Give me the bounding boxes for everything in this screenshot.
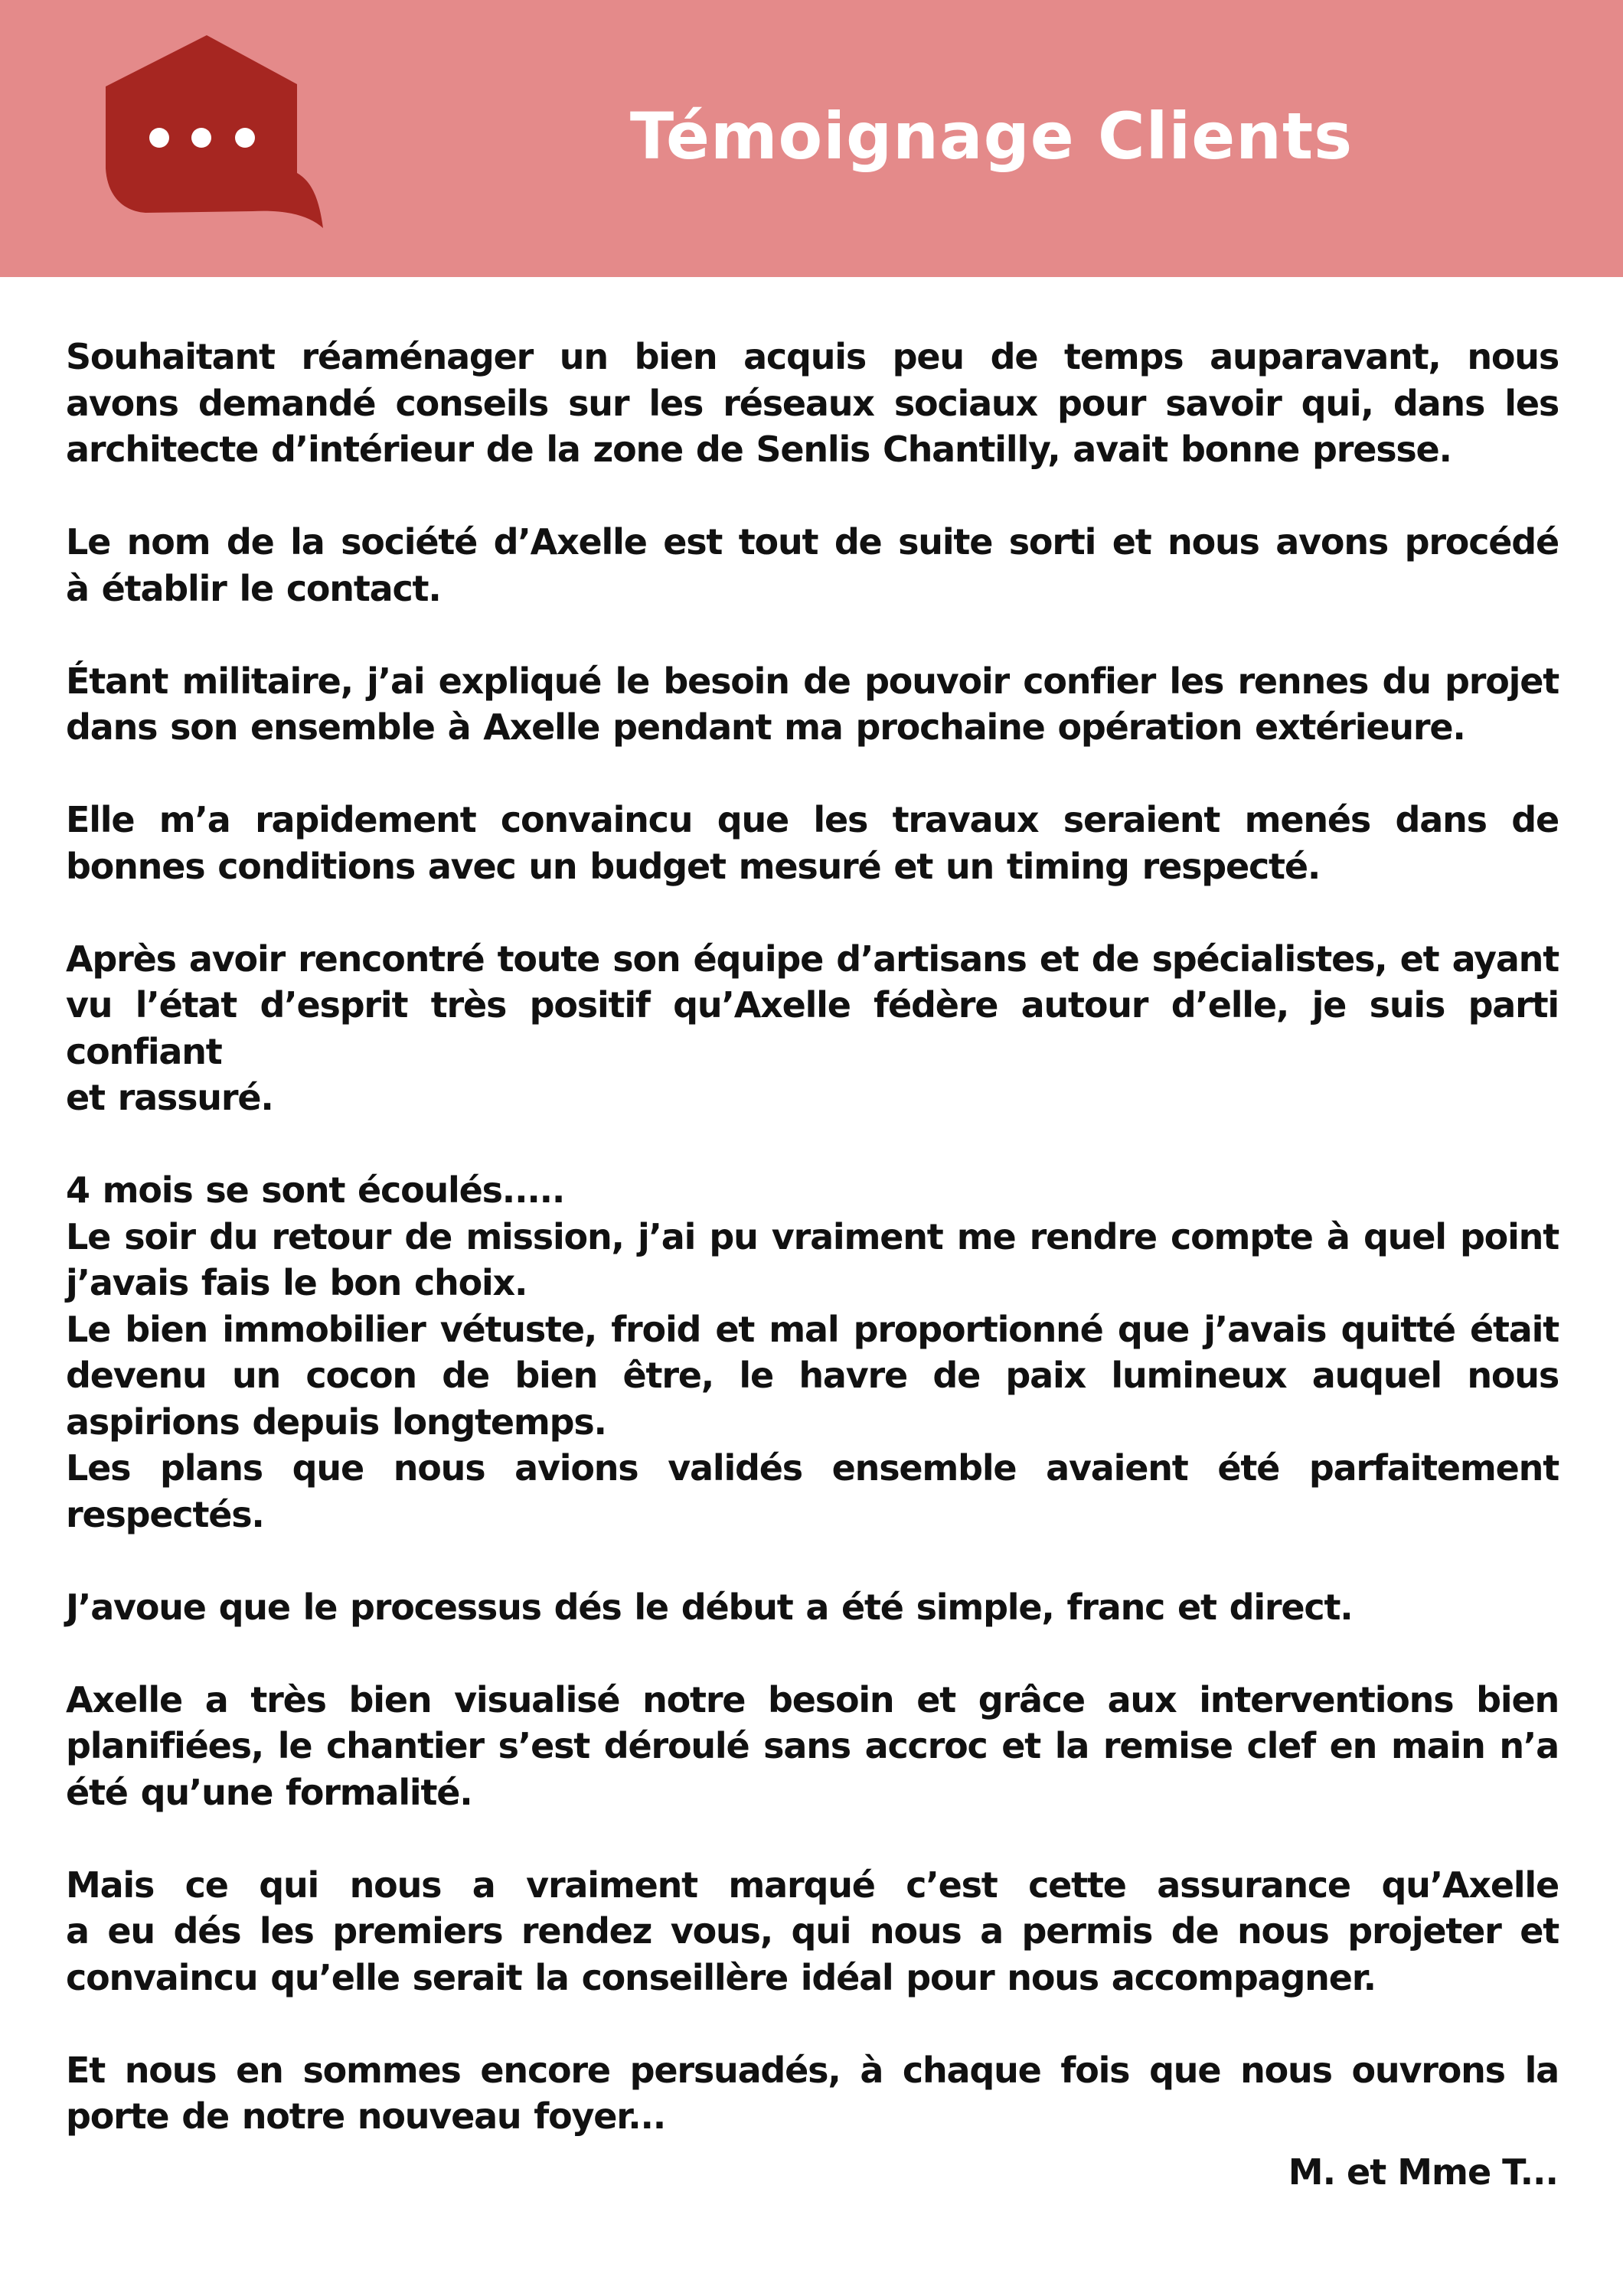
paragraph-line: avons demandé conseils sur les réseaux sociaux pour savoir qui, dans les — [66, 382, 1559, 424]
testimonial-paragraph — [66, 519, 1559, 612]
paragraph-line: Elle m’a rapidement convaincu que les travaux seraient menés dans de — [66, 799, 1559, 840]
paragraph-line: Le bien immobilier vétuste, froid et mal proportionné que j’avais quitté était — [66, 1308, 1559, 1350]
testimonial-paragraph — [66, 1167, 1559, 1538]
paragraph-line: Après avoir rencontré toute son équipe d’artisans et de spécialistes, et ayant — [66, 938, 1559, 980]
paragraph-line: Et nous en sommes encore persuadés, à chaque fois que nous ouvrons la — [66, 2049, 1559, 2091]
paragraph-line: devenu un cocon de bien être, le havre de paix lumineux auquel nous — [66, 1355, 1559, 1396]
paragraph-line: aspirions depuis longtemps. — [66, 1401, 606, 1443]
page-title: Témoignage Clients — [629, 99, 1354, 174]
paragraph-line: planifiées, le chantier s’est déroulé sans accroc et la remise clef en main n’a — [66, 1725, 1559, 1766]
header-banner — [0, 0, 1623, 277]
paragraph-line: j’avais fais le bon choix. — [66, 1262, 527, 1303]
paragraph-line: porte de notre nouveau foyer... — [66, 2095, 666, 2137]
testimonial-paragraph — [66, 658, 1559, 751]
testimonial-paragraph — [66, 797, 1559, 889]
paragraph-line: été qu’une formalité. — [66, 1771, 472, 1813]
paragraph-line: bonnes conditions avec un budget mesuré et un timing respecté. — [66, 845, 1321, 887]
testimonial-paragraph — [66, 1584, 1559, 1631]
paragraph-line: Les plans que nous avions validés ensemble avaient été parfaitement — [66, 1447, 1559, 1489]
paragraph-line: Le nom de la société d’Axelle est tout de suite sorti et nous avons procédé — [66, 521, 1559, 563]
paragraph-line: Le soir du retour de mission, j’ai pu vraiment me rendre compte à quel point — [66, 1215, 1559, 1257]
testimonial-paragraph — [66, 2047, 1559, 2140]
paragraph-line: a eu dés les premiers rendez vous, qui nous a permis de nous projeter et — [66, 1910, 1559, 1952]
paragraph-line: Mais ce qui nous a vraiment marqué c’est cette assurance qu’Axelle — [66, 1864, 1559, 1906]
testimonial-paragraph — [66, 936, 1559, 1121]
paragraph-line: Souhaitant réaménager un bien acquis peu de temps auparavant, nous — [66, 336, 1559, 377]
testimonial-signature: M. et Mme T... — [1288, 2151, 1558, 2193]
paragraph-line: à établir le contact. — [66, 567, 441, 609]
paragraph-line: architecte d’intérieur de la zone de Senlis Chantilly, avait bonne presse. — [66, 429, 1452, 470]
paragraph-line: Étant militaire, j’ai expliqué le besoin de pouvoir confier les rennes du projet — [66, 660, 1559, 702]
paragraph-line: dans son ensemble à Axelle pendant ma prochaine opération extérieure. — [66, 706, 1465, 748]
paragraph-line: vu l’état d’esprit très positif qu’Axelle fédère autour d’elle, je suis parti confiant — [66, 984, 1559, 1072]
paragraph-line: convaincu qu’elle serait la conseillère idéal pour nous accompagner. — [66, 1956, 1376, 1998]
testimonial-paragraph — [66, 1862, 1559, 2001]
testimonial-body — [66, 334, 1559, 2186]
paragraph-line: 4 mois se sont écoulés..... — [66, 1169, 565, 1211]
paragraph-line: Axelle a très bien visualisé notre besoin et grâce aux interventions bien — [66, 1678, 1559, 1720]
paragraph-line: J’avoue que le processus dés le début a été simple, franc et direct. — [66, 1586, 1353, 1628]
testimonial-paragraph — [66, 334, 1559, 473]
paragraph-line: et rassuré. — [66, 1077, 273, 1118]
testimonial-paragraph — [66, 1677, 1559, 1816]
paragraph-line: respectés. — [66, 1493, 264, 1535]
